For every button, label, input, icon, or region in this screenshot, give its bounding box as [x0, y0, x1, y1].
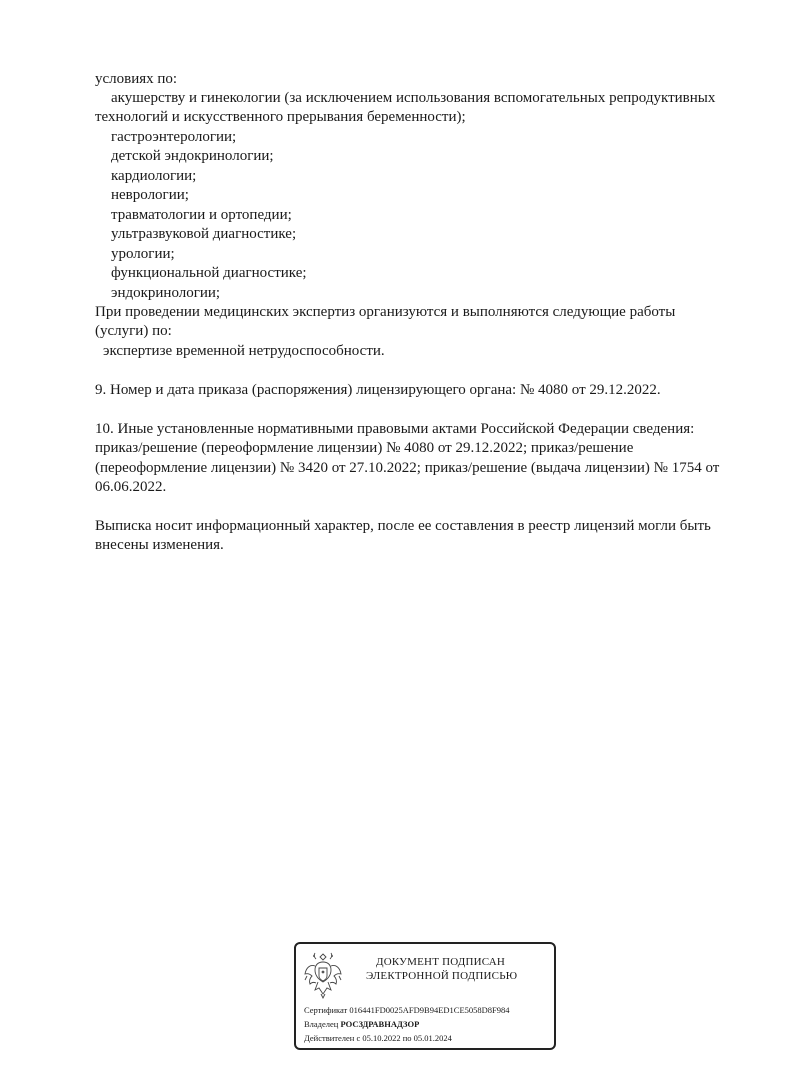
section-10-line-1: 10. Иные установленные нормативными правовыми актами Российской Федерации сведения:	[95, 421, 695, 437]
stamp-title-line-2: ЭЛЕКТРОННОЙ ПОДПИСЬЮ	[366, 970, 518, 982]
stamp-owner-row	[304, 1019, 419, 1029]
russian-coat-of-arms-emblem-icon	[304, 950, 342, 1002]
stamp-validity: Действителен с 05.10.2022 по 05.01.2024	[304, 1033, 452, 1043]
list-item-gastroenterology: гастроэнтерологии;	[111, 129, 237, 145]
list-item-traumatology: травматологии и ортопедии;	[111, 207, 292, 223]
section-9-order: 9. Номер и дата приказа (распоряжения) лицензирующего органа: № 4080 от 29.12.2022.	[95, 382, 661, 398]
owner-value: РОСЗДРАВНАДЗОР	[340, 1019, 420, 1029]
list-item-pediatric-endocrinology: детской эндокринологии;	[111, 148, 274, 164]
list-item-endocrinology: эндокринологии;	[111, 285, 221, 301]
list-item-obstetrics-cont: технологий и искусственного прерывания беременности);	[95, 109, 466, 125]
text-line-expertise-intro-cont: (услуги) по:	[95, 323, 172, 339]
electronic-signature-stamp	[294, 942, 556, 1050]
owner-label: Владелец	[304, 1019, 339, 1029]
list-item-neurology: неврологии;	[111, 187, 189, 203]
certificate-value: 016441FD0025AFD9B94ED1CE5058D8F984	[349, 1005, 510, 1015]
list-item-disability-expertise: экспертизе временной нетрудоспособности.	[103, 343, 385, 359]
disclaimer-line-2: внесены изменения.	[95, 537, 224, 553]
stamp-certificate-row	[304, 1005, 510, 1015]
list-item-obstetrics: акушерству и гинекологии (за исключением использования вспомогательных репродуктивных	[111, 90, 716, 106]
section-10-line-3: (переоформление лицензии) № 3420 от 27.10.2022; приказ/решение (выдача лицензии) № 1754 от	[95, 460, 720, 476]
list-item-functional-diagnostics: функциональной диагностике;	[111, 265, 307, 281]
text-line-expertise-intro: При проведении медицинских экспертиз организуются и выполняются следующие работы	[95, 304, 676, 320]
list-item-cardiology: кардиологии;	[111, 168, 197, 184]
stamp-title-line-1: ДОКУМЕНТ ПОДПИСАН	[376, 956, 506, 968]
section-10-line-4: 06.06.2022.	[95, 479, 167, 495]
certificate-label: Сертификат	[304, 1005, 348, 1015]
section-10-line-2: приказ/решение (переоформление лицензии) № 4080 от 29.12.2022; приказ/решение	[95, 440, 634, 456]
text-line-conditions: условиях по:	[95, 71, 178, 87]
disclaimer-line-1: Выписка носит информационный характер, после ее составления в реестр лицензий могли быть	[95, 518, 711, 534]
list-item-ultrasound: ультразвуковой диагностике;	[111, 226, 297, 242]
list-item-urology: урологии;	[111, 246, 175, 262]
